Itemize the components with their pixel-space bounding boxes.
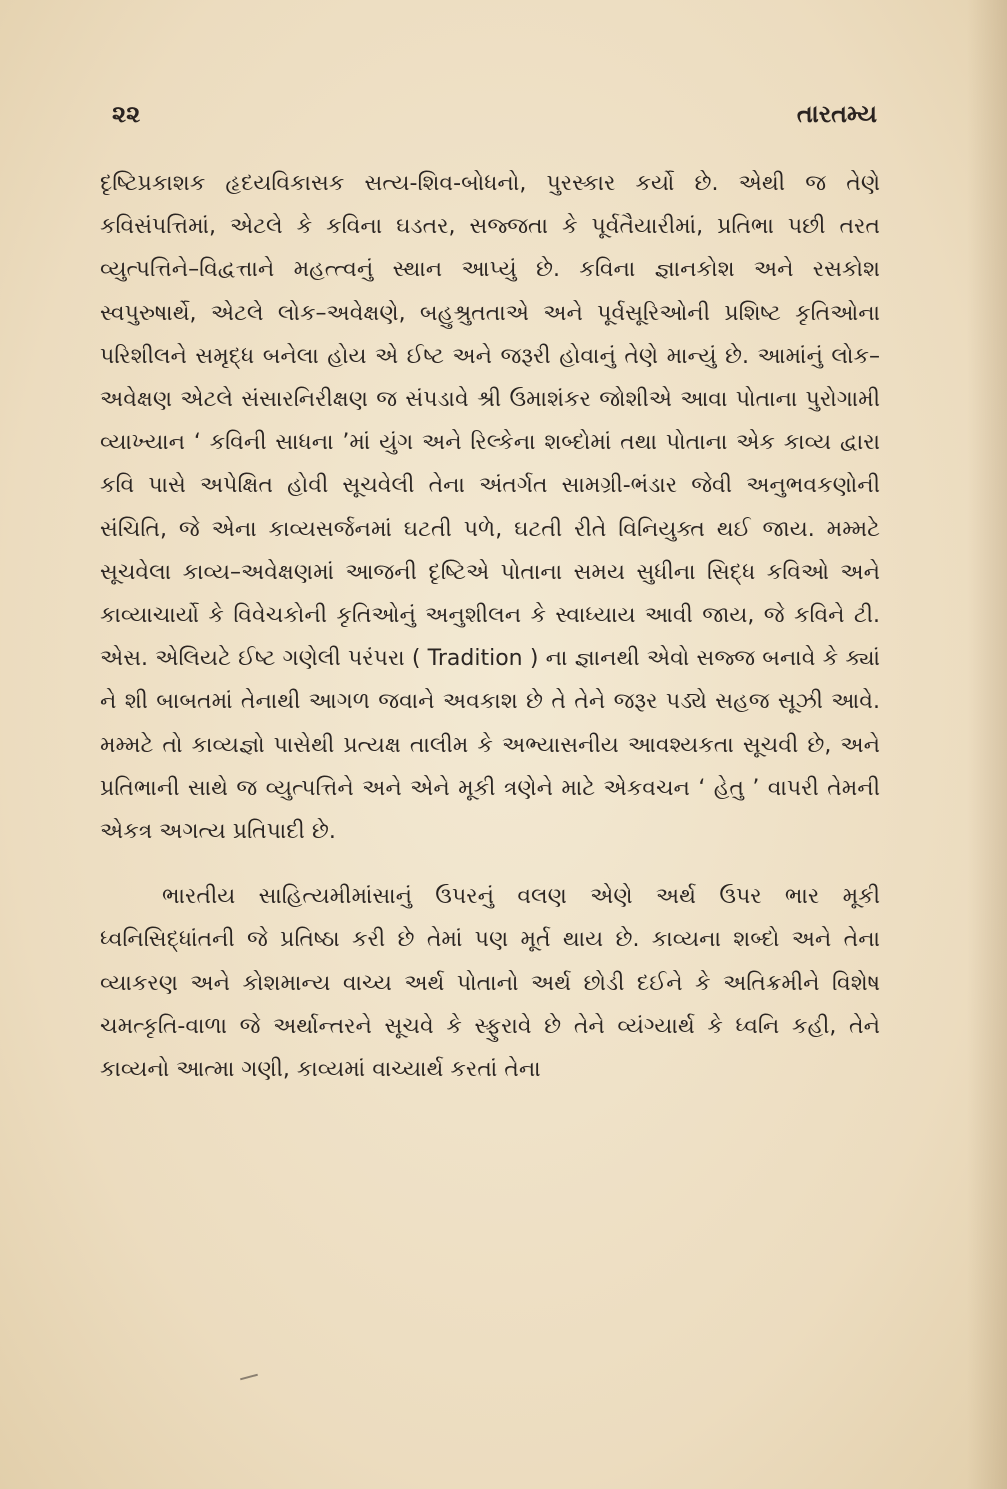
paragraph-2: ભારતીય સાહિત્યમીમાંસાનું ઉપરનું વલણ એણે અર્થ ઉપર ભાર મૂકી ધ્વનિસિદ્ધાંતની જે પ્રતિષ્ઠા કરી છે તેમાં પણ મૂર્ત થાય છે. કાવ્યના શબ્દો અને તેના વ્યાકરણ અને કોશમાન્ય વાચ્ય અર્થ પોતાનો અર્થ છોડી દઈને કે અતિક્રમીને વિશેષ ચમત્કૃતિ-વાળા જે અર્થાન્તરને સૂચવે કે સ્ફુરાવે છે તેને વ્યંગ્યાર્થ કે ધ્વનિ કહી, તેને કાવ્યનો આત્મા ગણી, કાવ્યમાં વાચ્યાર્થ કરતાં તેના [100, 884, 880, 1083]
paragraph-1: દૃષ્ટિપ્રકાશક હૃદયવિકાસક સત્ય-શિવ-બોધનો, પુરસ્કાર કર્યો છે. એથી જ તેણે કવિસંપત્તિમાં, એટલે કે કવિના ઘડતર, સજ્જતા કે પૂર્વતૈયારીમાં, પ્રતિભા પછી તરત વ્યુત્પત્તિને–વિદ્વત્તાને મહત્ત્વનું સ્થાન આપ્યું છે. કવિના જ્ઞાનકોશ અને રસકોશ સ્વપુરુષાર્થે, એટલે લોક–અવેક્ષણે, બહુશ્રુતતાએ અને પૂર્વસૂરિઓની પ્રશિષ્ટ કૃતિઓના પરિશીલને સમૃદ્ધ બનેલા હોય એ ઈષ્ટ અને જરૂરી હોવાનું તેણે માન્યું છે. આમાંનું લોક–અવેક્ષણ એટલે સંસારનિરીક્ષણ જ સંપડાવે શ્રી ઉમાશંકર જોશીએ આવા પોતાના પુરોગામી વ્યાખ્યાન ‘ કવિની સાધના ’માં યુંગ અને રિલ્કેના શબ્દોમાં તથા પોતાના એક કાવ્ય દ્વારા કવિ પાસે અપેક્ષિત હોવી સૂચવેલી તેના અંતર્ગત સામગ્રી-ભંડાર જેવી અનુભવકણોની સંચિતિ, જે એના કાવ્યસર્જનમાં ઘટતી પળે, ઘટતી રીતે વિનિયુક્ત થઈ જાય. મમ્મટે સૂચવેલા કાવ્ય–અવેક્ષણમાં આજની દૃષ્ટિએ પોતાના સમય સુધીના સિદ્ધ કવિઓ અને કાવ્યાચાર્યો કે વિવેચકોની કૃતિઓનું અનુશીલન કે સ્વાધ્યાય આવી જાય, જે કવિને ટી. એસ. એલિયટે ઈષ્ટ ગણેલી પરંપરા ( Tradition ) ના જ્ઞાનથી એવો સજ્જ બનાવે કે ક્યાં ને શી બાબતમાં તેનાથી આગળ જવાને અવકાશ છે તે તેને જરૂર પડ્યે સહજ સૂઝી આવે. મમ્મટે તો કાવ્યજ્ઞો પાસેથી પ્રત્યક્ષ તાલીમ કે અભ્યાસનીય આવશ્યકતા સૂચવી છે, અને પ્રતિભાની સાથે જ વ્યુત્પત્તિને અને એને મૂકી ત્રણેને માટે એકવચન ‘ હેતુ ’ વાપરી તેમની એકત્ર અગત્ય પ્રતિપાદી છે. [100, 171, 880, 845]
body-text [100, 162, 880, 1091]
page-edge-shadow [967, 0, 1007, 1489]
page-header [0, 100, 1007, 140]
page-number: ૨૨ [112, 100, 141, 128]
ink-mark [240, 1374, 258, 1381]
running-title: તારતમ્ય [796, 100, 877, 128]
